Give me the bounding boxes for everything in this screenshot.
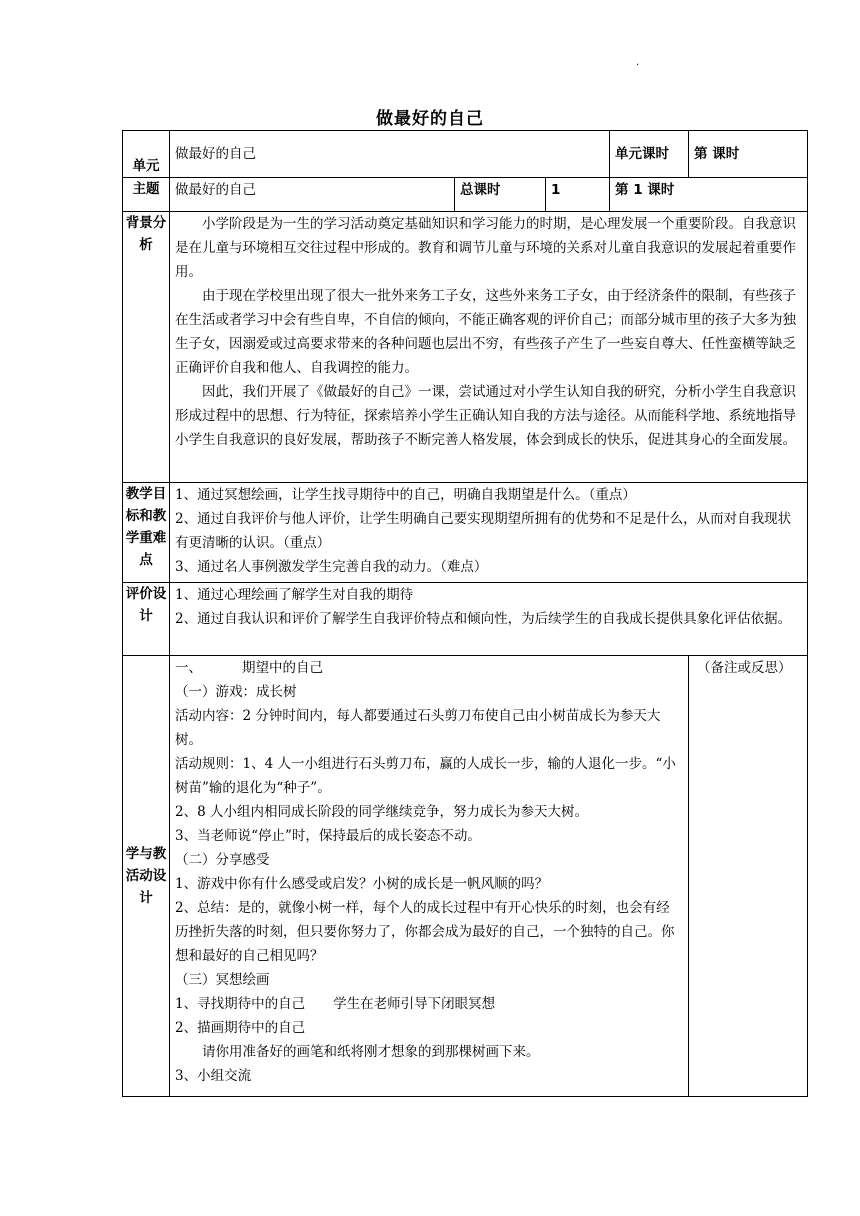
- section-heading: [175, 656, 683, 680]
- goals-row: [123, 483, 808, 583]
- background-content: [170, 212, 808, 483]
- background-paragraph: 由于现在学校里出现了很大一批外来务工子女，这些外来务工子女，由于经济条件的限制，有些孩子在生活或者学习中会有些自卑，不自信的倾向，不能正确客观的评价自己；而部分城市里的孩子大多为独生子女，因溺爱或过高要求带来的各种问题也层出不穷，有些孩子产生了一些妄自尊大、任性蛮横等缺乏正确评价自我和他人、自我调控的能力。: [175, 288, 796, 376]
- background-label: 背景分析: [123, 212, 170, 483]
- evaluation-label: 评价设计: [123, 583, 170, 656]
- background-row: [123, 212, 808, 483]
- sub3-step1-note: 学生在老师引导下闭眼冥想: [333, 996, 496, 1012]
- evaluation-item: 1、通过心理绘画了解学生对自我的期待: [175, 587, 414, 603]
- goals-label: 教学目标和教学重难点: [123, 483, 170, 583]
- unit-period-value: 第 课时: [689, 131, 808, 178]
- unit-row: [123, 131, 808, 178]
- goal-item: 3、通过名人事例激发学生完善自我的动力。（难点）: [175, 559, 488, 575]
- activities-row: [123, 656, 808, 1097]
- sub3-step2: 2、描画期待中的自己: [175, 1020, 306, 1036]
- sub3-step3: 3、小组交流: [175, 1068, 252, 1084]
- remarks-cell: （备注或反思）: [689, 656, 808, 1097]
- background-paragraph: 因此，我们开展了《做最好的自己》一课，尝试通过对小学生认知自我的研究，分析小学生自我意识形成过程中的思想、行为特征，探索培养小学生正确认知自我的方法与途径。从而能科学地、系统地指导小学生自我意识的良好发展，帮助孩子不断完善人格发展，体会到成长的快乐，促进其身心的全面发展。: [175, 384, 796, 448]
- period-value: 第 1 课时: [610, 178, 808, 212]
- unit-label: 单元: [123, 131, 170, 178]
- sub3-step2-detail: 请你用准备好的画笔和纸将刚才想象的到那棵树画下来。: [202, 1044, 540, 1060]
- activities-content: [170, 656, 689, 1097]
- section-title: 期望中的自己: [242, 660, 323, 676]
- evaluation-item: 2、通过自我认识和评价了解学生自我评价特点和倾向性，为后续学生的自我成长提供具象化评估依据。: [175, 611, 792, 627]
- goal-item: 2、通过自我评价与他人评价，让学生明确自己要实现期望所拥有的优势和不足是什么，从而对自我现状有更清晰的认识。（重点）: [175, 511, 792, 551]
- theme-row: [123, 178, 808, 212]
- sub3-title: （三）冥想绘画: [175, 972, 270, 988]
- evaluation-row: [123, 583, 808, 656]
- goals-content: [170, 483, 808, 583]
- sub1-rule: 2、8 人小组内相同成长阶段的同学继续竞争，努力成长为参天大树。: [175, 804, 588, 820]
- unit-period-label: 单元课时: [610, 131, 689, 178]
- theme-label: 主题: [123, 178, 170, 212]
- sub2-summary: 2、总结：是的，就像小树一样，每个人的成长过程中有开心快乐的时刻，也会有经历挫折失落的时刻，但只要你努力了，你都会成为最好的自己，一个独特的自己。你想和最好的自己相见吗？: [175, 900, 675, 964]
- sub2-question: 1、游戏中你有什么感受或启发？小树的成长是一帆风顺的吗？: [175, 876, 549, 892]
- corner-mark: .: [636, 57, 640, 68]
- background-paragraph: 小学阶段是为一生的学习活动奠定基础知识和学习能力的时期，是心理发展一个重要阶段。自我意识是在儿童与环境相互交往过程中形成的。教育和调节儿童与环境的关系对儿童自我意识的发展起着重要作用。: [175, 216, 796, 280]
- lesson-plan-table: [122, 130, 808, 1097]
- theme-value: 做最好的自己: [170, 178, 455, 212]
- sub1-rule: 活动规则：1、4 人一小组进行石头剪刀布，赢的人成长一步，输的人退化一步。“小树苗”输的退化为“种子”。: [175, 756, 676, 796]
- page-title: 做最好的自己: [376, 109, 484, 129]
- unit-value: 做最好的自己: [170, 131, 610, 178]
- sub3-step1: [175, 992, 683, 1016]
- sub1-content: 活动内容：2 分钟时间内，每人都要通过石头剪刀布使自己由小树苗成长为参天大树。: [175, 708, 661, 748]
- goal-item: 1、通过冥想绘画，让学生找寻期待中的自己，明确自我期望是什么。（重点）: [175, 487, 636, 503]
- sub1-title: （一）游戏：成长树: [175, 684, 297, 700]
- sub2-title: （二）分享感受: [175, 852, 270, 868]
- sub1-rule: 3、当老师说“停止”时，保持最后的成长姿态不动。: [175, 828, 481, 844]
- section-number: 一、: [175, 660, 202, 676]
- total-period-value: 1: [546, 178, 610, 212]
- activities-label: 学与教活动设计: [123, 656, 170, 1097]
- sub3-step1-label: 1、寻找期待中的自己: [175, 996, 306, 1012]
- total-period-label: 总课时: [455, 178, 546, 212]
- evaluation-content: [170, 583, 808, 656]
